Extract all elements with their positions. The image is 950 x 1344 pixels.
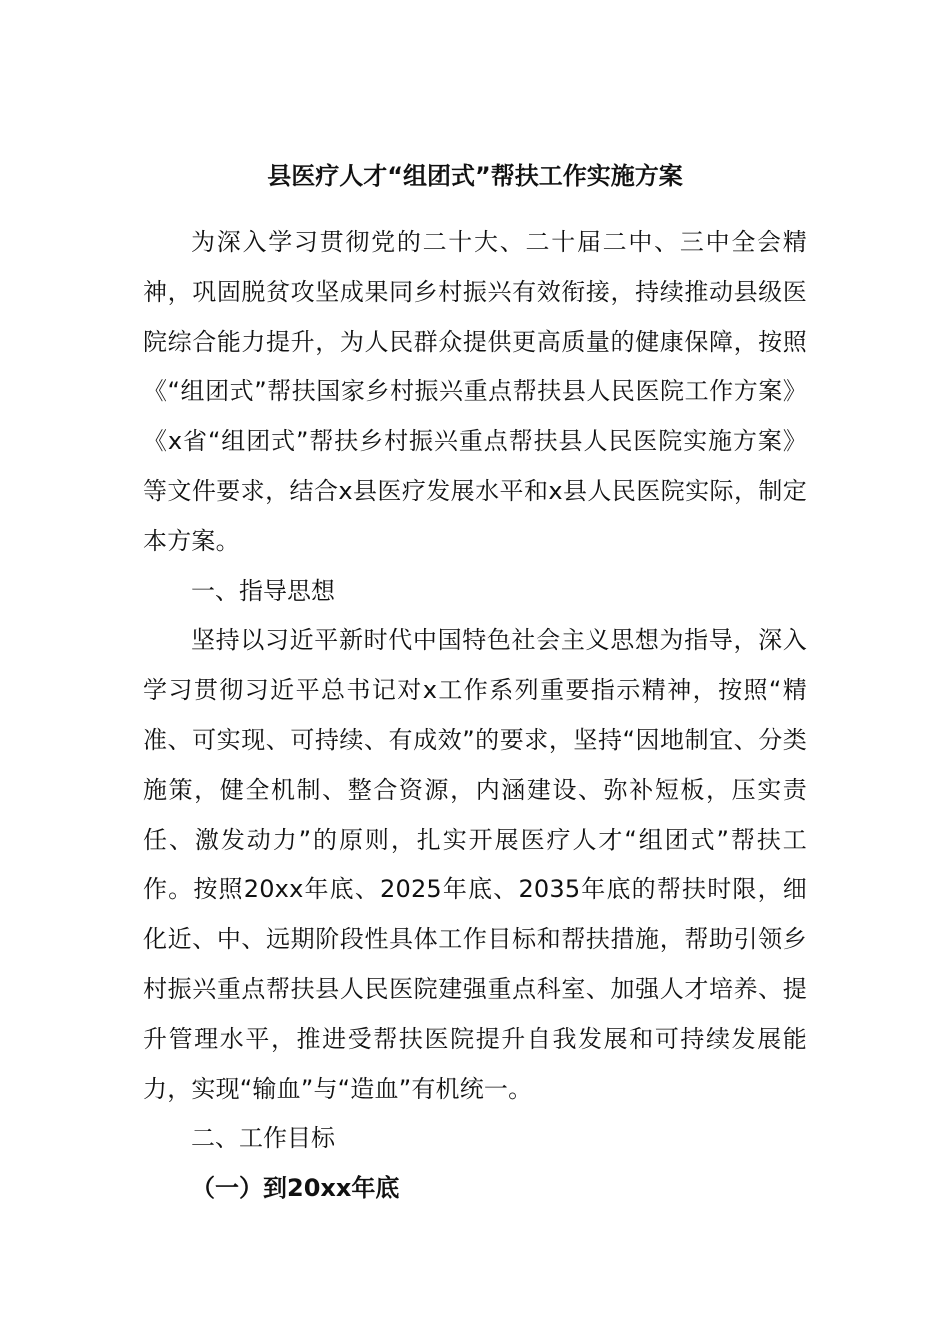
section-heading-work-goals: 二、工作目标 [191,1124,335,1153]
intro-paragraph: 为深入学习贯彻党的二十大、二十届二中、三中全会精神，巩固脱贫攻坚成果同乡村振兴有效衔接，持续推动县级医院综合能力提升，为人民群众提供更高质量的健康保障，按照《“组团式”帮扶国家乡村振兴重点帮扶县人民医院工作方案》《x省“组团式”帮扶乡村振兴重点帮扶县人民医院实施方案》等文件要求，结合x县医疗发展水平和x县人民医院实际，制定本方案。 [143,228,807,555]
document-body [143,218,807,1214]
document-title: 县医疗人才“组团式”帮扶工作实施方案 [267,162,683,190]
section-heading-guiding-ideology: 一、指导思想 [191,576,335,605]
subheading-by-year-end: （一）到20xx年底 [191,1174,400,1203]
guiding-ideology-paragraph: 坚持以习近平新时代中国特色社会主义思想为指导，深入学习贯彻习近平总书记对x工作系列重要指示精神，按照“精准、可实现、可持续、有成效”的要求，坚持“因地制宜、分类施策，健全机制、整合资源，内涵建设、弥补短板，压实责任、激发动力”的原则，扎实开展医疗人才“组团式”帮扶工作。按照20xx年底、2025年底、2035年底的帮扶时限，细化近、中、远期阶段性具体工作目标和帮扶措施，帮助引领乡村振兴重点帮扶县人民医院建强重点科室、加强人才培养、提升管理水平，推进受帮扶医院提升自我发展和可持续发展能力，实现“输血”与“造血”有机统一。 [143,626,807,1103]
